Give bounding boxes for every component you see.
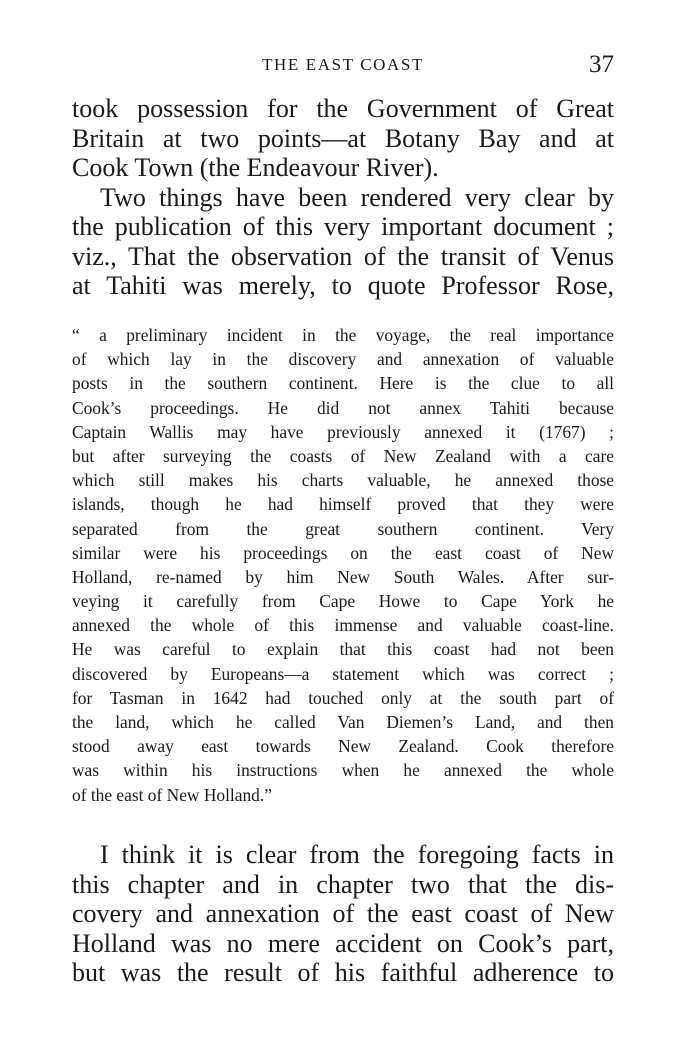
quote-line: the land, which he called Van Diemen’s Land, and then xyxy=(72,712,614,732)
quote-line: which still makes his charts valuable, he annexed those xyxy=(72,470,614,491)
quote-line: annexed the whole of this immense and valuable coast-line. xyxy=(72,615,614,636)
text-line: this chapter and in chapter two that the dis- xyxy=(72,869,614,899)
text-line: but was the result of his faithful adherence to xyxy=(72,958,614,987)
text-line: I think it is clear from the foregoing facts in xyxy=(100,840,614,869)
quote-line: for Tasman in 1642 had touched only at the south part of xyxy=(72,687,614,708)
quote-line: stood away east towards New Zealand. Cook therefore xyxy=(72,736,614,757)
text-line: Two things have been rendered very clear by xyxy=(100,182,614,212)
running-title: THE EAST COAST xyxy=(262,55,424,74)
quote-line: was within his instructions when he annexed the whole xyxy=(72,760,614,781)
quote-line: of which lay in the discovery and annexation of valuable xyxy=(72,349,614,370)
text-line: Cook Town (the Endeavour River). xyxy=(72,153,439,182)
quote-line: separated from the great southern continent. Very xyxy=(72,518,614,539)
block-quotation xyxy=(72,323,614,807)
quote-line: Cook’s proceedings. He did not annex Tahiti because xyxy=(72,397,614,418)
text-line: the publication of this very important document ; xyxy=(72,212,614,241)
running-head xyxy=(72,53,614,81)
text-line: covery and annexation of the east coast of New xyxy=(72,899,614,928)
quote-line: but after surveying the coasts of New Zealand with a care xyxy=(72,445,614,466)
quote-line: veying it carefully from Cape Howe to Cape York he xyxy=(72,591,614,612)
paragraph-1 xyxy=(72,94,614,301)
text-line: Holland was no mere accident on Cook’s part, xyxy=(72,928,614,958)
text-line: viz., That the observation of the transit of Venus xyxy=(72,241,614,271)
quote-line: He was careful to explain that this coast had not been xyxy=(72,639,614,660)
text-line: took possession for the Government of Great xyxy=(72,94,614,123)
text-line: at Tahiti was merely, to quote Professor Rose, xyxy=(72,271,614,300)
quote-line: Holland, re-named by him New South Wales. After sur- xyxy=(72,566,614,587)
quote-line: of the east of New Holland.” xyxy=(72,784,272,805)
text-line: Britain at two points—at Botany Bay and at xyxy=(72,123,614,153)
quote-line: posts in the southern continent. Here is the clue to all xyxy=(72,373,614,394)
quote-line: discovered by Europeans—a statement which was correct ; xyxy=(72,663,614,684)
paragraph-2 xyxy=(72,840,614,988)
quote-line: Captain Wallis may have previously annexed it (1767) ; xyxy=(72,421,614,442)
quote-line: “ a preliminary incident in the voyage, the real importance xyxy=(72,325,614,345)
page-number: 37 xyxy=(589,51,614,78)
quote-line: similar were his proceedings on the east coast of New xyxy=(72,542,614,563)
quote-line: islands, though he had himself proved that they were xyxy=(72,494,614,515)
